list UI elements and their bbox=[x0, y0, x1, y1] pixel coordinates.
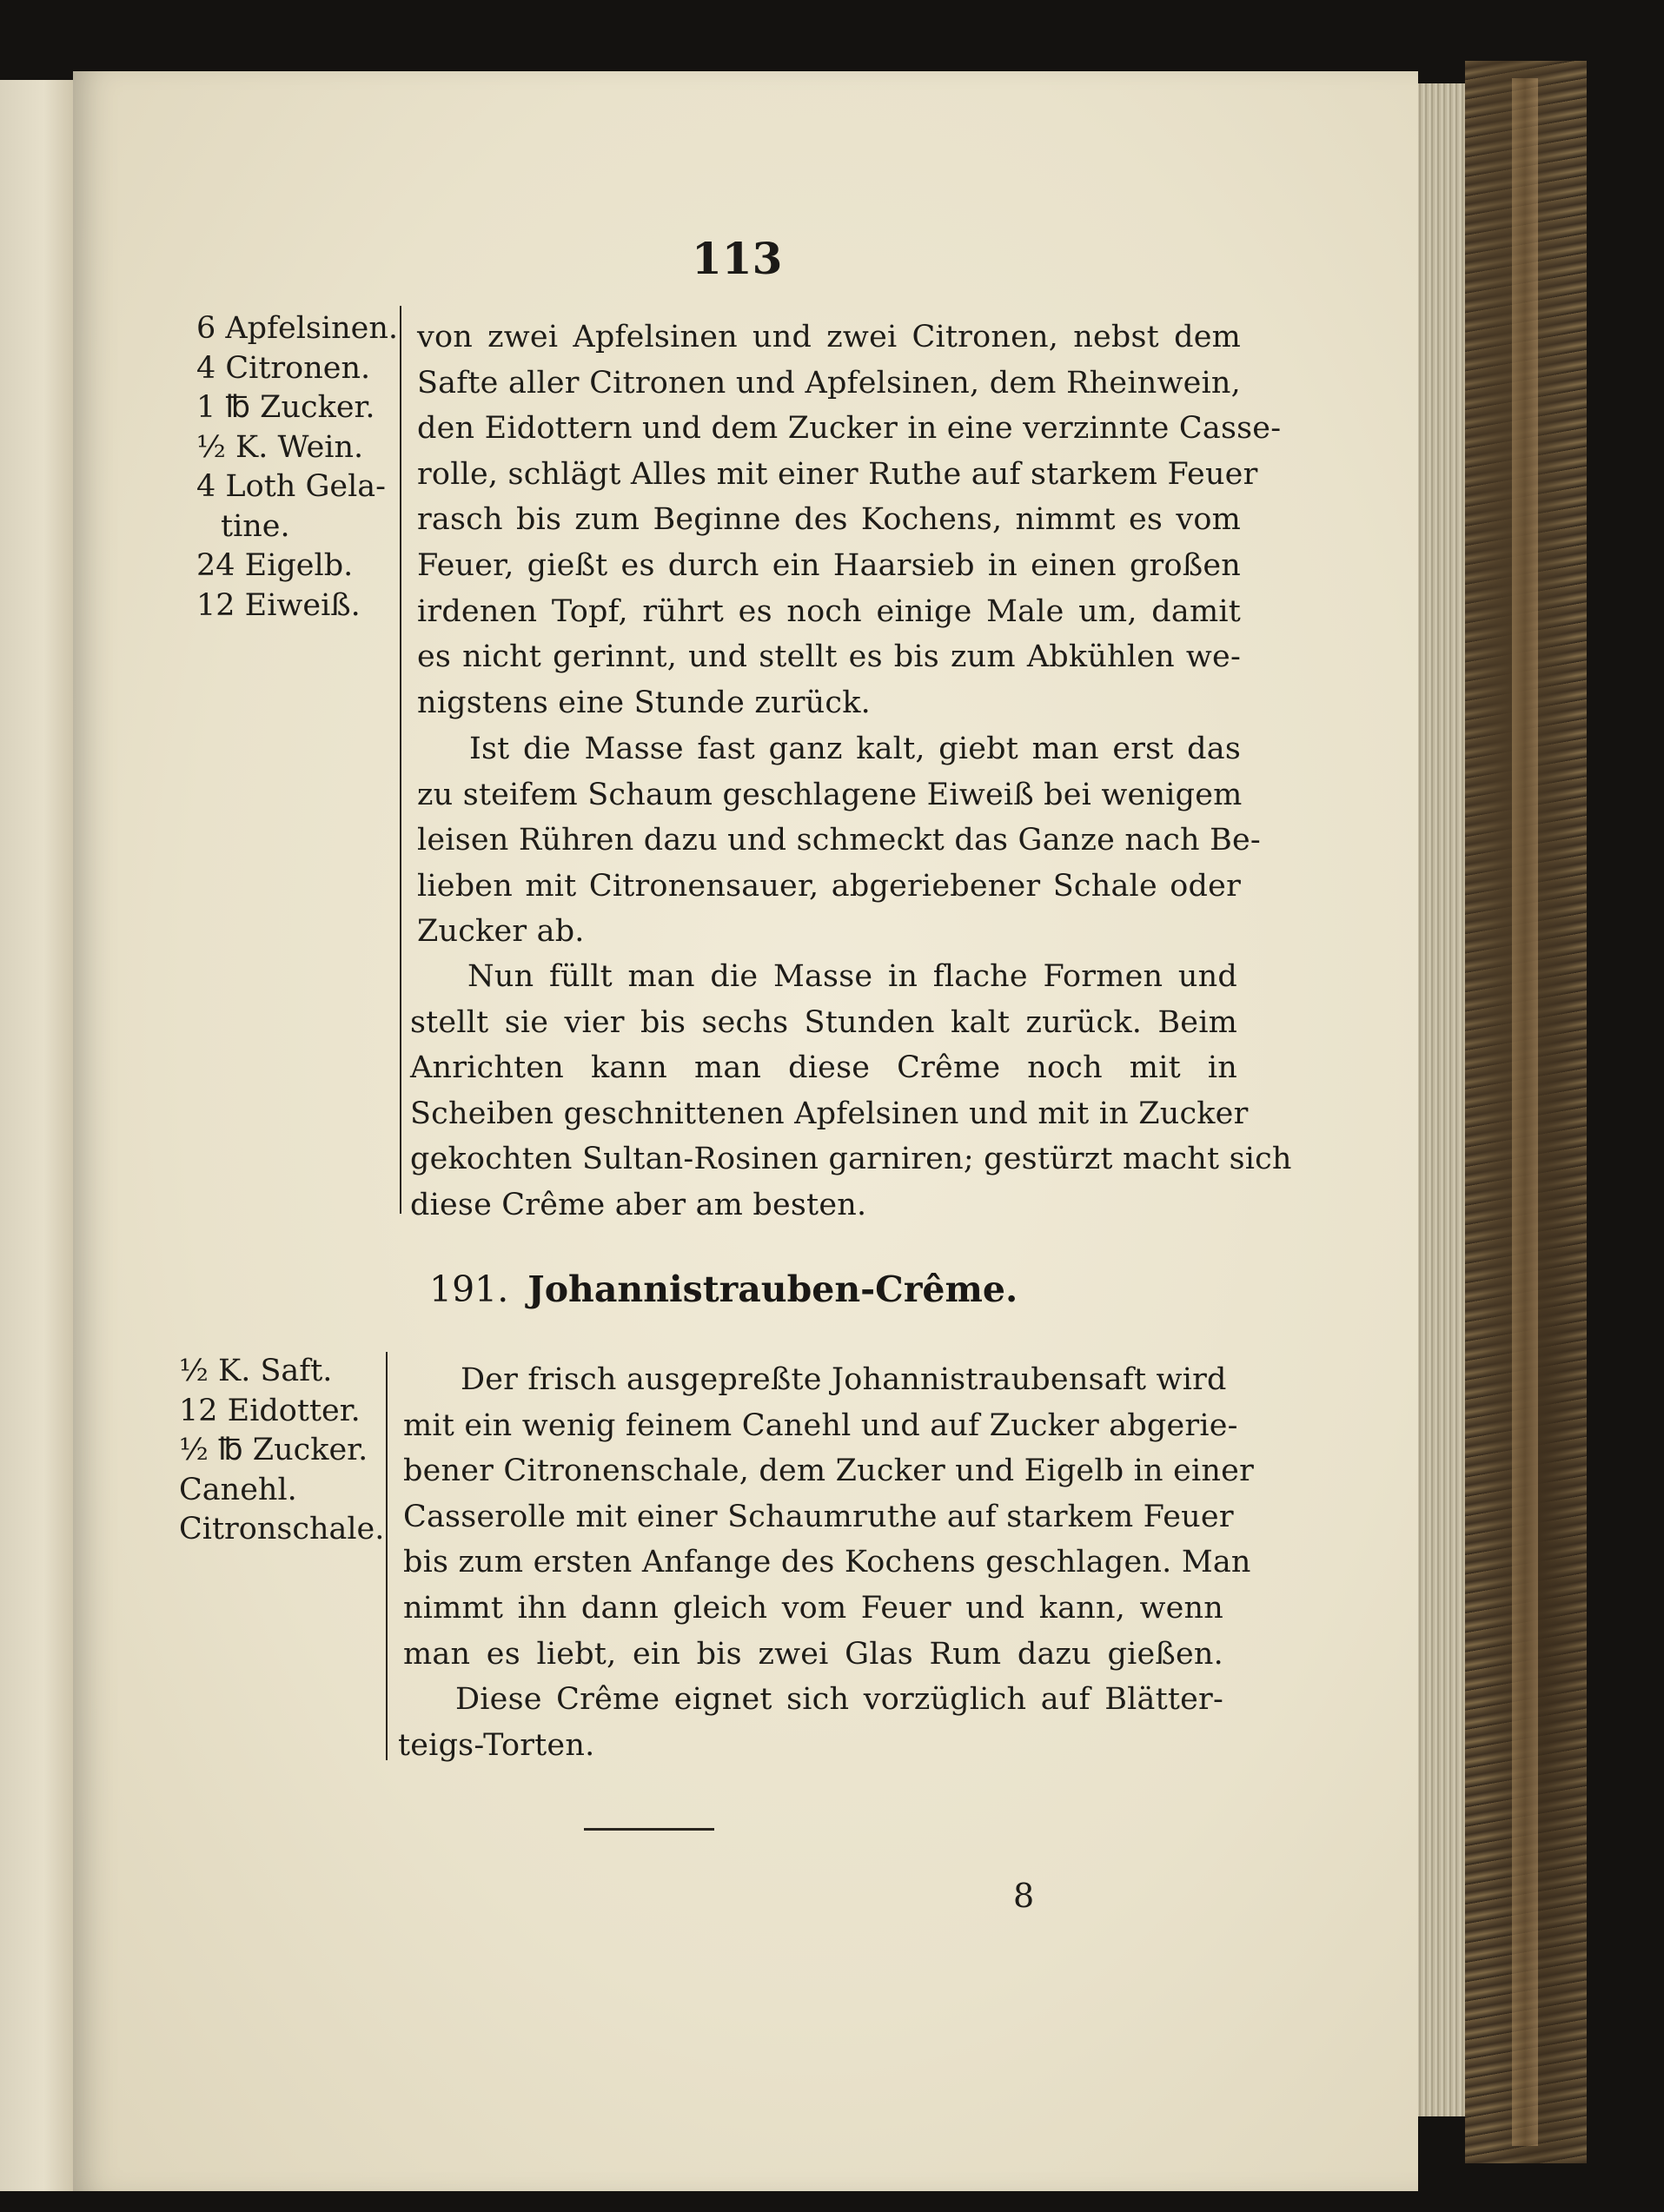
text-line: leisen Rühren dazu und schmeckt das Ganze nach Be- bbox=[417, 823, 1261, 858]
text-line: stellt sie vier bis sechs Stunden kalt zurück. Beim bbox=[410, 1004, 1237, 1040]
ingredient-item: 4 Citronen. bbox=[196, 350, 371, 386]
ingredient-item: Citronschale. bbox=[179, 1512, 385, 1546]
text-line: Feuer, gießt es durch ein Haarsieb in einen großen bbox=[417, 547, 1241, 583]
previous-page-edge bbox=[0, 80, 73, 2191]
recipe-heading bbox=[429, 1268, 1018, 1310]
text-line: Der frisch ausgepreßte Johannistraubensaft wird bbox=[461, 1362, 1227, 1397]
ingredient-item: 24 Eigelb. bbox=[196, 548, 354, 583]
text-line: bis zum ersten Anfange des Kochens geschlagen. Man bbox=[403, 1545, 1251, 1580]
text-line: den Eidottern und dem Zucker in eine verzinnte Casse- bbox=[417, 411, 1282, 447]
text-line: irdenen Topf, rührt es noch einige Male um, damit bbox=[417, 593, 1241, 629]
recipe-number: 191. bbox=[429, 1268, 509, 1310]
text-line: nigstens eine Stunde zurück. bbox=[417, 685, 871, 720]
column-divider bbox=[400, 306, 401, 1214]
recipe-title: Johannistrauben-Crême. bbox=[527, 1268, 1018, 1310]
text-line: Nun füllt man die Masse in flache Formen und bbox=[467, 959, 1237, 994]
recipe-190-paragraph-2 bbox=[417, 726, 1261, 955]
column-divider bbox=[386, 1352, 388, 1760]
text-line: mit ein wenig feinem Canehl und auf Zucker abgerie- bbox=[403, 1407, 1238, 1443]
page-number: 113 bbox=[692, 233, 783, 284]
text-line: teigs-Torten. bbox=[398, 1727, 595, 1763]
text-line: Safte aller Citronen und Apfelsinen, dem Rheinwein, bbox=[417, 365, 1241, 401]
recipe-191-paragraph-1 bbox=[403, 1357, 1255, 1677]
text-line: man es liebt, ein bis zwei Glas Rum dazu gießen. bbox=[403, 1636, 1223, 1672]
ingredient-item: ½ ℔ Zucker. bbox=[179, 1433, 368, 1467]
recipe-190-paragraph-3 bbox=[410, 954, 1292, 1229]
signature-mark: 8 bbox=[1013, 1877, 1035, 1915]
text-line: nimmt ihn dann gleich vom Feuer und kann, wenn bbox=[403, 1590, 1223, 1626]
recipe-191-paragraph-2 bbox=[398, 1677, 1223, 1768]
text-line: gekochten Sultan-Rosinen garniren; gestürzt macht sich bbox=[410, 1142, 1292, 1177]
ingredient-item: 12 Eidotter. bbox=[179, 1393, 361, 1428]
text-line: Casserolle mit einer Schaumruthe auf starkem Feuer bbox=[403, 1499, 1234, 1534]
ingredient-list-190 bbox=[196, 309, 398, 626]
text-line: bener Citronenschale, dem Zucker und Eigelb in einer bbox=[403, 1454, 1255, 1489]
text-line: rasch bis zum Beginne des Kochens, nimmt es vom bbox=[417, 502, 1241, 538]
ingredient-item: 6 Apfelsinen. bbox=[196, 311, 399, 346]
ingredient-item: ½ K. Wein. bbox=[196, 429, 364, 465]
section-end-rule bbox=[584, 1828, 714, 1831]
text-line: Diese Crême eignet sich vorzüglich auf Blätter- bbox=[455, 1682, 1223, 1717]
text-line: von zwei Apfelsinen und zwei Citronen, nebst dem bbox=[417, 320, 1241, 354]
text-line: Ist die Masse fast ganz kalt, giebt man erst das bbox=[469, 732, 1241, 766]
ingredient-item: 4 Loth Gela- bbox=[196, 469, 386, 504]
recipe-190-paragraph-1 bbox=[417, 315, 1282, 725]
text-line: zu steifem Schaum geschlagene Eiweiß bei wenigem bbox=[417, 777, 1243, 812]
text-line: rolle, schlägt Alles mit einer Ruthe auf starkem Feuer bbox=[417, 456, 1258, 492]
text-line: Scheiben geschnittenen Apfelsinen und mit in Zucker bbox=[410, 1096, 1249, 1131]
ingredient-item: 1 ℔ Zucker. bbox=[196, 390, 375, 425]
text-line: diese Crême aber am besten. bbox=[410, 1187, 867, 1222]
ingredient-item: ½ K. Saft. bbox=[179, 1354, 333, 1388]
ingredient-item: tine. bbox=[221, 508, 290, 544]
book-cover-texture bbox=[1512, 78, 1538, 2146]
text-line: lieben mit Citronensauer, abgeriebener Schale oder bbox=[417, 868, 1241, 904]
text-line: es nicht gerinnt, und stellt es bis zum Abkühlen we- bbox=[417, 639, 1241, 675]
ingredient-item: Canehl. bbox=[179, 1472, 297, 1507]
text-line: Anrichten kann man diese Crême noch mit in bbox=[410, 1050, 1237, 1086]
text-line: Zucker ab. bbox=[417, 914, 585, 950]
ingredient-item: 12 Eiweiß. bbox=[196, 587, 361, 623]
ingredient-list-191 bbox=[179, 1352, 384, 1550]
